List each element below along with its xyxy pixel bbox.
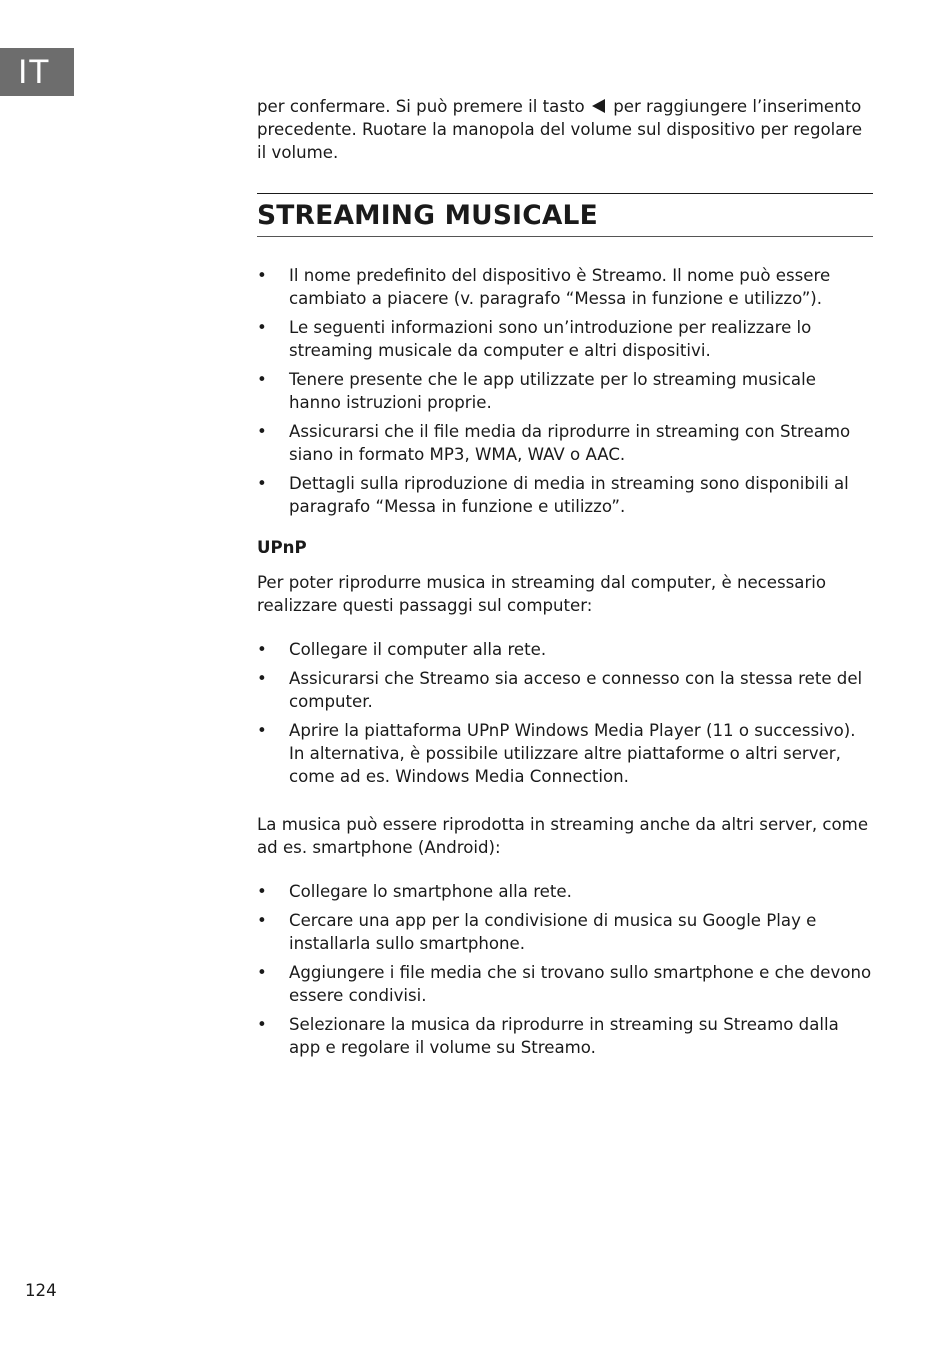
bullet-icon: • bbox=[257, 721, 267, 740]
bullet-icon: • bbox=[257, 911, 267, 930]
list-item bbox=[257, 264, 873, 310]
list-item bbox=[257, 638, 873, 661]
page-number: 124 bbox=[25, 1281, 57, 1300]
bullet-icon: • bbox=[257, 474, 267, 493]
list-item-text: Collegare lo smartphone alla rete. bbox=[289, 882, 572, 901]
bullet-icon: • bbox=[257, 422, 267, 441]
bullet-icon: • bbox=[257, 963, 267, 982]
intro-text-start: per confermare. Si può premere il tasto bbox=[257, 97, 590, 116]
section-title: STREAMING MUSICALE bbox=[257, 200, 598, 231]
list-item-text: Aggiungere i file media che si trovano sullo smartphone e che devono essere condivisi. bbox=[289, 963, 872, 1005]
section-header bbox=[257, 193, 873, 237]
bullet-icon: • bbox=[257, 370, 267, 389]
list-item-text: Assicurarsi che Streamo sia acceso e connesso con la stessa rete del computer. bbox=[289, 669, 863, 711]
bullet-icon: • bbox=[257, 266, 267, 285]
general-info-list bbox=[257, 264, 873, 518]
list-item bbox=[257, 316, 873, 362]
bullet-icon: • bbox=[257, 640, 267, 659]
list-item bbox=[257, 368, 873, 414]
list-item-text: Assicurarsi che il file media da riprodurre in streaming con Streamo siano in formato MP3, WMA, WAV o AAC. bbox=[289, 422, 851, 464]
computer-steps-list bbox=[257, 638, 873, 788]
list-item bbox=[257, 420, 873, 466]
upnp-subheading: UPnP bbox=[257, 538, 307, 557]
left-triangle-icon bbox=[592, 99, 605, 113]
bullet-icon: • bbox=[257, 882, 267, 901]
list-item-text: Tenere presente che le app utilizzate per lo streaming musicale hanno istruzioni proprie. bbox=[289, 370, 816, 412]
list-item-text: Il nome predefinito del dispositivo è Streamo. Il nome può essere cambiato a piacere (v. paragrafo “Messa in funzione e utilizzo”). bbox=[289, 266, 831, 308]
intro-paragraph bbox=[257, 95, 873, 164]
computer-paragraph: Per poter riprodurre musica in streaming dal computer, è necessario realizzare questi passaggi sul computer: bbox=[257, 573, 827, 615]
bullet-icon: • bbox=[257, 1015, 267, 1034]
list-item-text: Le seguenti informazioni sono un’introduzione per realizzare lo streaming musicale da computer e altri dispositivi. bbox=[289, 318, 812, 360]
list-item bbox=[257, 909, 873, 955]
intro-text-end: per raggiungere l’inserimento precedente. Ruotare la manopola del volume sul dispositivo per regolare il volume. bbox=[257, 97, 863, 162]
list-item bbox=[257, 667, 873, 713]
list-item-text: Collegare il computer alla rete. bbox=[289, 640, 547, 659]
list-item-text: Selezionare la musica da riprodurre in streaming su Streamo dalla app e regolare il volume su Streamo. bbox=[289, 1015, 839, 1057]
list-item bbox=[257, 880, 873, 903]
list-item-text: Aprire la piattaforma UPnP Windows Media Player (11 o successivo). In alternativa, è possibile utilizzare altre piattaforme o altri server, come ad es. Windows Media Connection. bbox=[289, 721, 856, 786]
list-item bbox=[257, 961, 873, 1007]
list-item bbox=[257, 719, 873, 788]
bullet-icon: • bbox=[257, 318, 267, 337]
list-item bbox=[257, 472, 873, 518]
language-tab: IT bbox=[0, 48, 74, 96]
page-content bbox=[257, 95, 873, 1065]
list-item-text: Cercare una app per la condivisione di musica su Google Play e installarla sullo smartphone. bbox=[289, 911, 817, 953]
bullet-icon: • bbox=[257, 669, 267, 688]
list-item-text: Dettagli sulla riproduzione di media in streaming sono disponibili al paragrafo “Messa in funzione e utilizzo”. bbox=[289, 474, 849, 516]
smartphone-steps-list bbox=[257, 880, 873, 1059]
list-item bbox=[257, 1013, 873, 1059]
smartphone-paragraph: La musica può essere riprodotta in streaming anche da altri server, come ad es. smartphone (Android): bbox=[257, 815, 869, 857]
